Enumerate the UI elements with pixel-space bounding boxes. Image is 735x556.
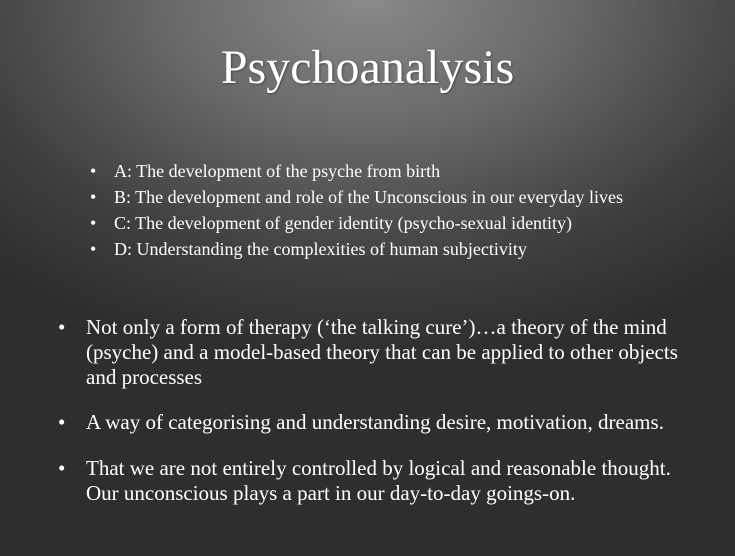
sub-bullet-text: C: The development of gender identity (psycho-sexual identity) xyxy=(114,213,573,233)
main-bullet-item xyxy=(58,410,698,435)
sub-bullet-item xyxy=(90,186,680,208)
sub-bullet-text: B: The development and role of the Unconscious in our everyday lives xyxy=(114,187,624,207)
main-bullet-text: A way of categorising and understanding desire, motivation, dreams. xyxy=(86,410,664,434)
main-bullet-item xyxy=(58,315,698,390)
bullet-icon: • xyxy=(90,187,97,207)
main-bullet-list xyxy=(58,315,698,506)
bullet-icon: • xyxy=(58,315,66,339)
sub-bullet-item xyxy=(90,160,680,182)
bullet-icon: • xyxy=(58,410,66,434)
sub-bullet-item xyxy=(90,212,680,234)
sub-bullet-text: D: Understanding the complexities of human subjectivity xyxy=(114,239,527,259)
main-bullet-item xyxy=(58,456,698,506)
bullet-icon: • xyxy=(90,161,97,181)
main-bullet-text: That we are not entirely controlled by logical and reasonable thought. Our unconscious plays a part in our day-to-day goings-on. xyxy=(86,456,671,505)
main-bullet-text: Not only a form of therapy (‘the talking cure’)…a theory of the mind (psyche) and a model-based theory that can be applied to other objects and processes xyxy=(86,315,678,389)
bullet-icon: • xyxy=(90,239,97,259)
sub-bullet-list xyxy=(90,160,680,264)
bullet-icon: • xyxy=(90,213,97,233)
sub-bullet-text: A: The development of the psyche from birth xyxy=(114,161,441,181)
slide-title: Psychoanalysis xyxy=(220,41,515,94)
sub-bullet-item xyxy=(90,238,680,260)
bullet-icon: • xyxy=(58,456,66,480)
